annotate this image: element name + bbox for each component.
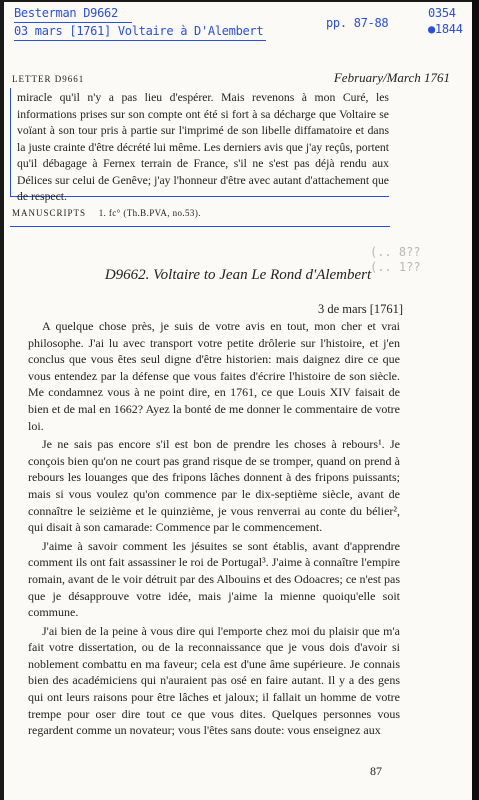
- paragraph: J'aime à savoir comment les jésuites se sont établis, avant d'apprendre comment ils ont fait assassiner le roi de Portugal³. J'aime à connaître l'empire romain, avant de le voir détruit par des Albouins et des Odoacres; ce n'est pas que je désapprouve votre idée, mais j'aime la mienne quoiqu'elle soit commune.: [28, 538, 400, 620]
- annotation-rule: [10, 226, 390, 227]
- book-page: [4, 2, 472, 800]
- paragraph: A quelque chose près, je suis de votre avis en tout, mon cher et vrai philosophe. J'ai lu avec transport votre petite drôlerie sur l'histoire, et j'en conclus que vous êtes seul digne d'être historien: mais daignez dire ce que vous entendez par la défense que vous faites d'écrire l'histoire de son siècle. Me condamnez vous à ne point dire, en 1761, ce que Louis XIV faisait de bien et de mal en 1662? Ayez la bonté de me donner le commentaire de votre loi.: [28, 319, 400, 433]
- manuscripts-text: 1. fc° (Th.B.PVA, no.53).: [98, 208, 201, 218]
- annotation-underline: [14, 22, 132, 23]
- faint-mark-1: (.. 8??: [370, 245, 421, 259]
- annotation-underline: [14, 40, 266, 41]
- letter-body: [28, 318, 400, 741]
- annotation-date-author: 03 mars [1761] Voltaire à D'Alembert: [14, 24, 264, 38]
- running-head-date: February/March 1761: [333, 70, 450, 85]
- previous-letter-text: miracle qu'il n'y a pas lieu d'espérer. Mais revenons à mon Curé, les informations prises sur son compte ont été si fort à sa décharge que Voltaire se voïant à son tour pris à partie sur l'imprimé de son libelle diffamatoire et dans la juste crainte d'être décrété lui même. Les derniers avis que j'ay reçûs, portent qu'il débagage à Fernex terrain de France, s'il ne s'est pas déjà rendu aux Délices sur celui de Genêve; j'ay l'honneur d'être avec autant d'attachement que de respect.: [17, 91, 389, 203]
- scan-edge: [472, 0, 479, 800]
- paragraph: J'ai bien de la peine à vous dire qui l'emporte chez moi du plaisir que m'a fait votre dissertation, ou de la reconnaissance que je vous dois d'avoir si noblement combattu en ma faveur; cela est d'une âme supérieure. Je connais bien des académiciens qui n'auraient pas osé en faire autant. Il y a des gens qui ont leurs raisons pour être lâches et jaloux; il fallait un homme de votre trempe pour oser dire tout ce que vous dites. Quelques personnes vous regardent comme un novateur; vous l'êtes sans doute: vous enseignez aux: [28, 623, 400, 738]
- manuscripts-note: [12, 208, 201, 218]
- faint-mark-2: (.. 1??: [370, 260, 421, 274]
- running-head-letter: LETTER D9661: [12, 74, 85, 84]
- previous-letter-boxed-text: [10, 88, 389, 203]
- page-number: 87: [370, 764, 382, 778]
- annotation-reference: Besterman D9662: [14, 6, 118, 20]
- manuscripts-label: MANUSCRIPTS: [12, 208, 87, 218]
- running-head: [12, 70, 464, 88]
- annotation-number-2: ●1844: [428, 22, 463, 36]
- letter-date: 3 de mars [1761]: [318, 302, 404, 316]
- annotation-number-1: 0354: [428, 6, 456, 20]
- paragraph: Je ne sais pas encore s'il est bon de prendre les choses à rebours¹. Je conçois bien qu'on ne court pas grand risque de se tromper, quand on prend à rebours les louanges que des fripons lâches donnent à des fripons puissants; mais si vous voulez qu'on commence par le dix-septième siècle, avant de connaître le seizième et le quinzième, je vous renverrai au conte du bélier², qui disait à son camarade: Commence par le commencement.: [28, 437, 400, 535]
- letter-heading: D9662. Voltaire to Jean Le Rond d'Alembert: [104, 267, 372, 283]
- annotation-pages: pp. 87-88: [326, 16, 389, 30]
